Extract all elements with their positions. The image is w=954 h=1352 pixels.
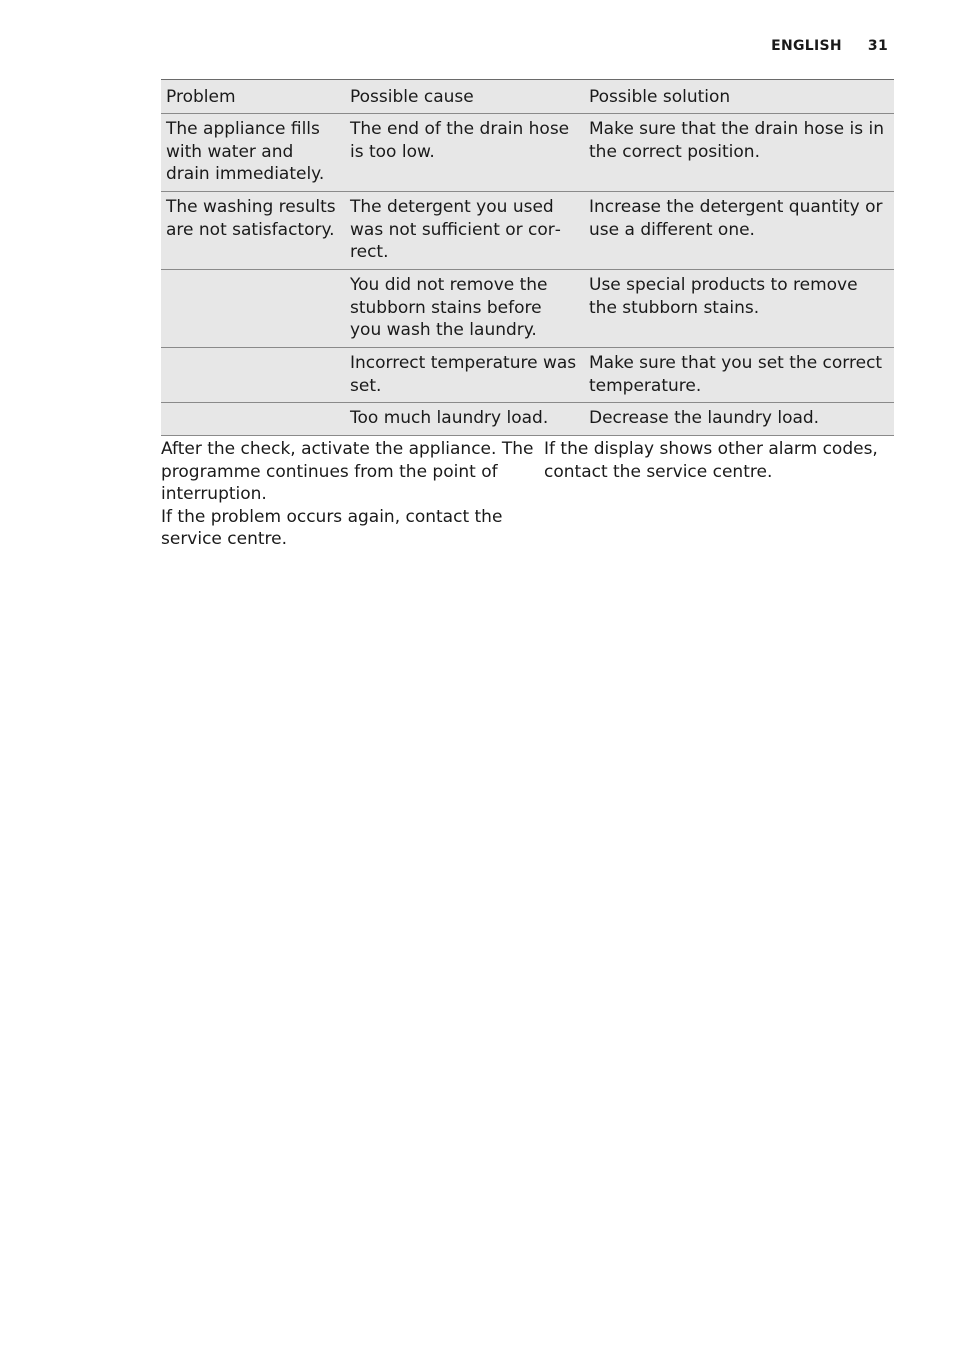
problem-cell: The washing results are not satisfactory.	[161, 192, 345, 270]
cause-cell: Too much laundry load.	[345, 403, 584, 436]
problem-cell: The appliance fills with water and drain immediately.	[161, 114, 345, 192]
notes-section	[161, 438, 894, 551]
problem-cell	[161, 270, 345, 348]
page-header	[771, 38, 888, 54]
troubleshooting-table	[161, 79, 894, 436]
cause-cell: You did not remove the stubborn stains before you wash the laundry.	[345, 270, 584, 348]
note-right-column	[544, 438, 894, 551]
solution-cell: Make sure that the drain hose is in the correct position.	[584, 114, 894, 192]
language-label: ENGLISH	[771, 38, 842, 54]
table-header-row	[161, 80, 894, 114]
solution-cell: Make sure that you set the correct temperature.	[584, 348, 894, 403]
column-header-solution: Possible solution	[584, 80, 894, 114]
column-header-cause: Possible cause	[345, 80, 584, 114]
solution-cell: Increase the detergent quantity or use a different one.	[584, 192, 894, 270]
note-left-column	[161, 438, 544, 551]
table-row	[161, 270, 894, 348]
table-row	[161, 348, 894, 403]
cause-cell: Incorrect temperature was set.	[345, 348, 584, 403]
table-row	[161, 403, 894, 436]
cause-cell: The end of the drain hose is too low.	[345, 114, 584, 192]
note-paragraph: If the problem occurs again, contact the service centre.	[161, 506, 503, 550]
cause-cell: The detergent you used was not sufficient or correct.	[345, 192, 584, 270]
table-row	[161, 192, 894, 270]
table-row	[161, 114, 894, 192]
problem-cell	[161, 403, 345, 436]
page-number: 31	[867, 38, 888, 54]
solution-cell: Decrease the laundry load.	[584, 403, 894, 436]
solution-cell: Use special products to remove the stubborn stains.	[584, 270, 894, 348]
note-paragraph: If the display shows other alarm codes, contact the service centre.	[544, 439, 878, 482]
problem-cell	[161, 348, 345, 403]
note-paragraph: After the check, activate the appliance. The programme continues from the point of interruption.	[161, 439, 534, 505]
column-header-problem: Problem	[161, 80, 345, 114]
